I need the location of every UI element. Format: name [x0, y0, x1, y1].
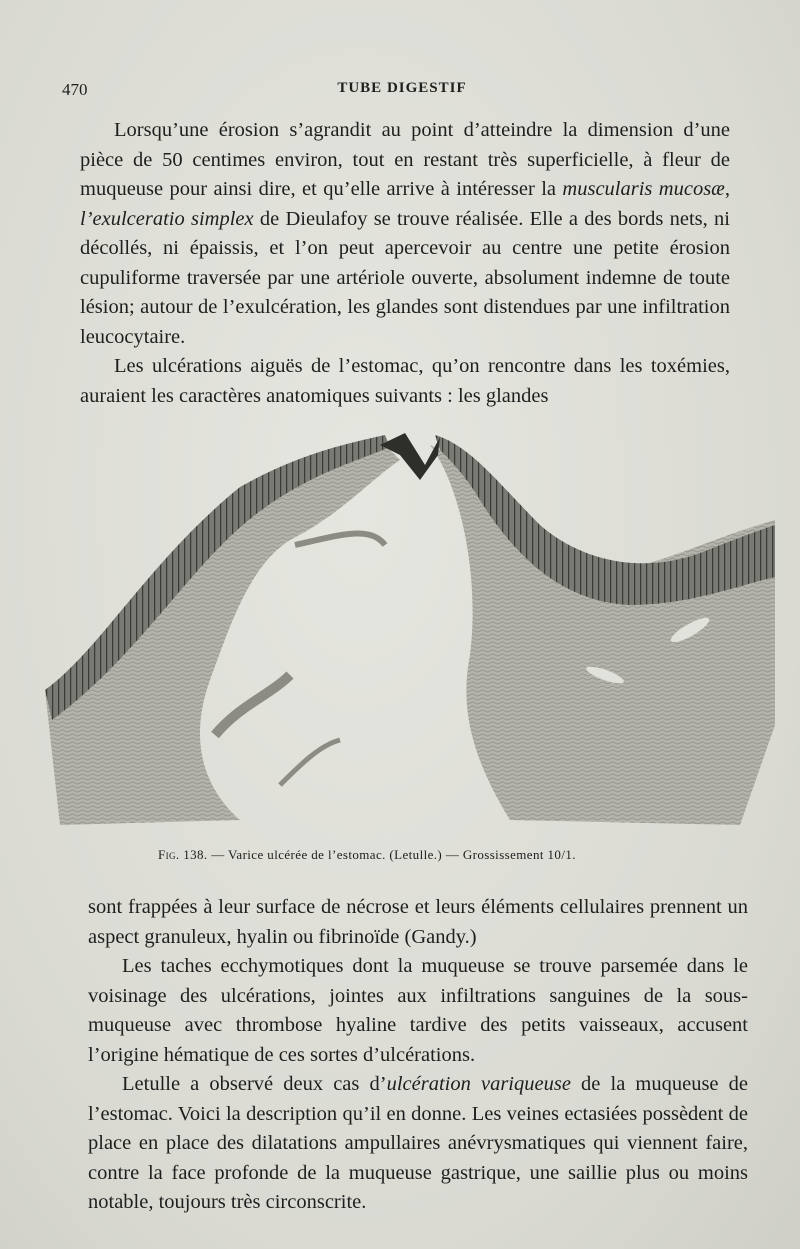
paragraph-letulle — [88, 1070, 748, 1218]
page-header — [62, 80, 742, 104]
paragraph-ulcerations-aigues: Les ulcérations aiguës de l’estomac, qu’on rencontre dans les toxémies, auraient les caractères anatomiques suivants : les glandes — [80, 355, 730, 407]
histology-drawing — [40, 425, 780, 840]
bottom-text-block — [88, 893, 748, 1218]
paragraph-taches-ecchymotiques: Les taches ecchymotiques dont la muqueuse se trouve parsemée dans le voisinage des ulcérations, jointes aux infiltrations sanguines de la sous-muqueuse avec thrombose hyaline tardive des petits vaisseaux, accusent l’origine hématique de ces sortes d’ulcérations. — [88, 955, 748, 1066]
paragraph-continuation: sont frappées à leur surface de nécrose et leurs éléments cellulaires prennent un aspect granuleux, hyalin ou fibrinoïde (Gandy.) — [88, 896, 748, 948]
vessel-strand — [295, 533, 385, 545]
text-run: Lorsqu’une érosion s’agrandit au point d’atteindre la dimension d’une pièce de 50 centimes environ, tout en restant très superficielle, à fleur de muqueuse pour ainsi dire, et qu’elle arrive à intéresser la — [80, 119, 730, 200]
text-run: de la muqueuse de l’estomac. Voici la description qu’il en donne. Les veines ectasiées possèdent de place en place des dilatations ampullaires anévrysmatiques qui viennent faire, contre la face profonde de la muqueuse gastrique, une saillie plus ou moins notable, toujours très circonscrite. — [88, 1073, 748, 1213]
text-run: de Dieulafoy se trouve réalisée. Elle a des bords nets, ni décollés, ni épaissis, et l’on peut apercevoir au centre une petite érosion cupuliforme traversée par une artériole ouverte, absolument indemne de toute lésion; autour de l’exulcération, les glandes sont distendues par une infiltration leucocytaire. — [80, 207, 730, 348]
tissue-left-wall — [45, 440, 400, 825]
top-text-block — [80, 116, 730, 411]
vessel-strand — [280, 740, 340, 785]
figure-caption-text: — Varice ulcérée de l’estomac. (Letulle.) — Grossissement 10/1. — [211, 847, 576, 862]
italic-term: muscularis mucosæ — [562, 178, 725, 200]
figure-label: Fig. 138. — [158, 847, 208, 862]
page-number: 470 — [62, 80, 88, 99]
text-run: Letulle a observé deux cas d’ — [122, 1073, 387, 1095]
paragraph-exulceratio — [80, 116, 730, 352]
text-run: , — [724, 178, 730, 200]
figure-caption — [158, 847, 678, 863]
italic-term: l’exulceratio simplex — [80, 207, 254, 230]
vessel-strand — [215, 675, 290, 735]
figure-illustration — [40, 425, 780, 840]
italic-term: ulcération variqueuse — [386, 1073, 571, 1095]
running-title: TUBE DIGESTIF — [337, 80, 467, 96]
